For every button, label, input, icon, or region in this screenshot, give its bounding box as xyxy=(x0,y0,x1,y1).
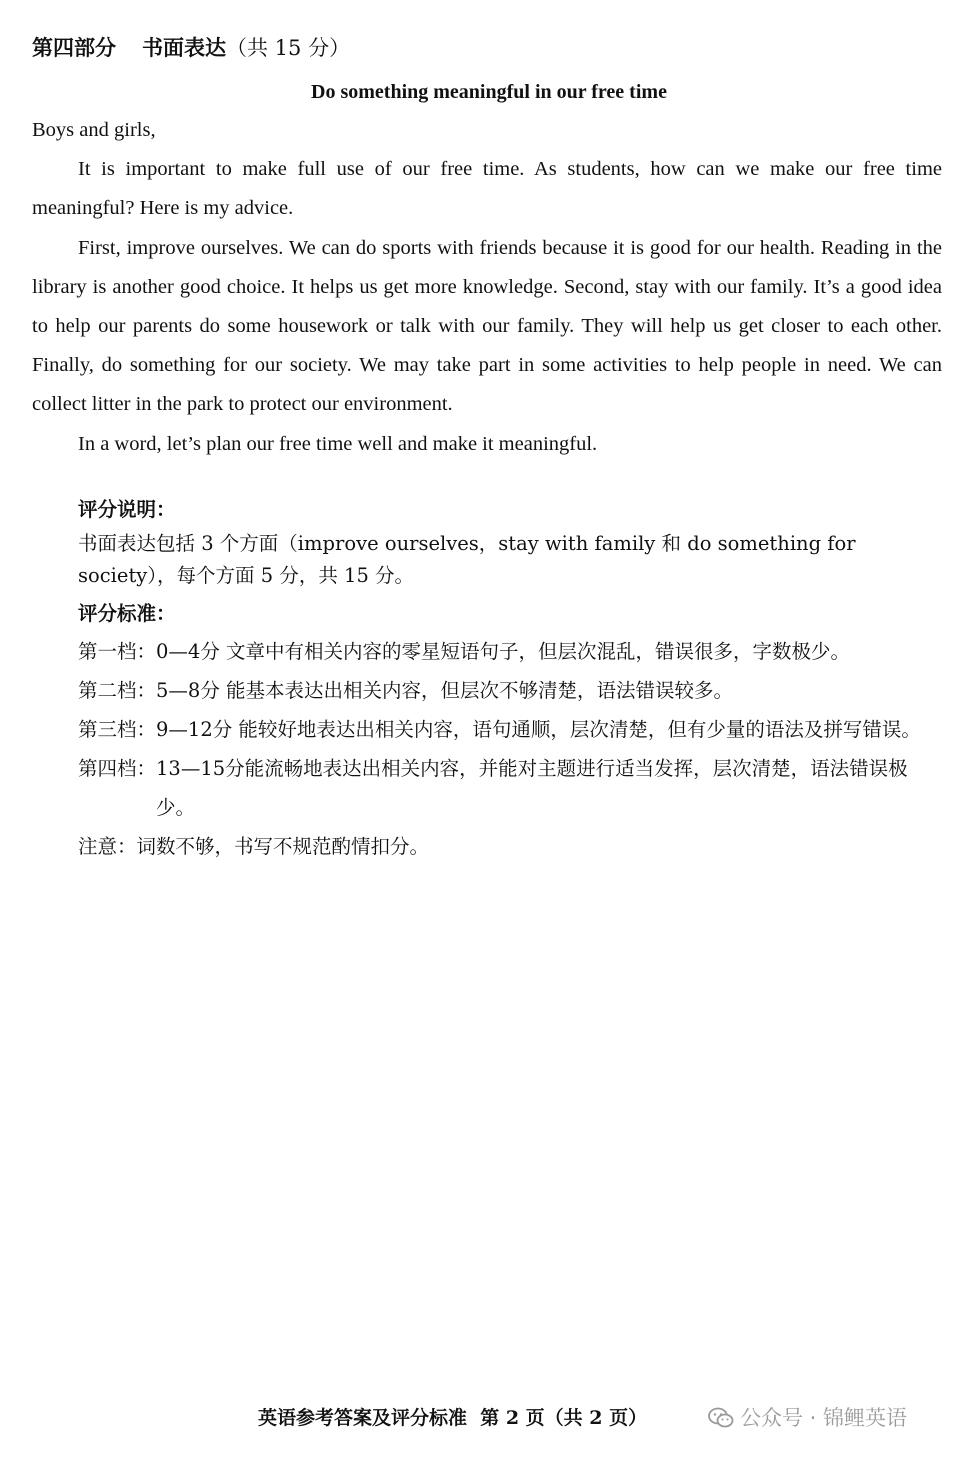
level-name: 第四档： xyxy=(78,757,157,780)
level-row xyxy=(78,671,944,710)
sample-essay xyxy=(32,111,942,464)
level-text: 0—4分 文章中有相关内容的零星短语句子，但层次混乱，错误很多，字数极少。 xyxy=(156,640,851,663)
page-footer xyxy=(0,1400,978,1436)
section-points: （共 15 分） xyxy=(226,36,351,60)
level-row xyxy=(78,749,944,827)
page-info: 英语参考答案及评分标准 第 2 页（共 2 页） xyxy=(258,1407,648,1429)
section-label: 第四部分 xyxy=(32,35,116,60)
level-text: 9—12分 能较好地表达出相关内容，语句通顺，层次清楚，但有少量的语法及拼写错误。 xyxy=(156,718,921,741)
essay-paragraph: In a word, let’s plan our free time well and make it meaningful. xyxy=(78,432,598,455)
essay-title: Do something meaningful in our free time xyxy=(311,81,667,103)
section-title xyxy=(32,30,350,66)
rubric-note: 注意：词数不够，书写不规范酌情扣分。 xyxy=(78,835,430,858)
watermark xyxy=(708,1404,907,1432)
explain-text: 书面表达包括 3 个方面（improve ourselves，stay with family 和 do something for society），每个方面 5 分，共 15 分。 xyxy=(78,532,856,587)
level-row xyxy=(78,632,944,671)
level-row xyxy=(78,710,944,749)
section-subtitle: 书面表达 xyxy=(142,35,226,60)
level-text: 5—8分 能基本表达出相关内容，但层次不够清楚，语法错误较多。 xyxy=(156,679,734,702)
essay-greeting: Boys and girls, xyxy=(32,119,156,141)
essay-paragraph: First, improve ourselves. We can do sports with friends because it is good for our health. Reading in the library is another good choice. It helps us get more knowledge. Second, stay with our family. It’s a good idea to help our parents do some housework or talk with our family. They will help us get closer to each other. Finally, do something for our society. We may take part in some activities to help people in need. We can collect litter in the park to protect our environment. xyxy=(32,236,942,416)
level-name: 第三档： xyxy=(78,718,157,741)
criteria-heading: 评分标准： xyxy=(78,602,176,625)
level-text: 13—15分能流畅地表达出相关内容，并能对主题进行适当发挥，层次清楚，语法错误极少。 xyxy=(156,757,908,819)
wechat-icon xyxy=(708,1407,734,1429)
watermark-text: 公众号 · 锦鲤英语 xyxy=(740,1406,908,1430)
level-name: 第二档： xyxy=(78,679,157,702)
essay-paragraph: It is important to make full use of our free time. As students, how can we make our free time meaningful? Here is my advice. xyxy=(32,158,942,220)
level-name: 第一档： xyxy=(78,640,157,663)
explain-heading: 评分说明： xyxy=(78,498,176,521)
scoring-rubric xyxy=(78,492,944,866)
